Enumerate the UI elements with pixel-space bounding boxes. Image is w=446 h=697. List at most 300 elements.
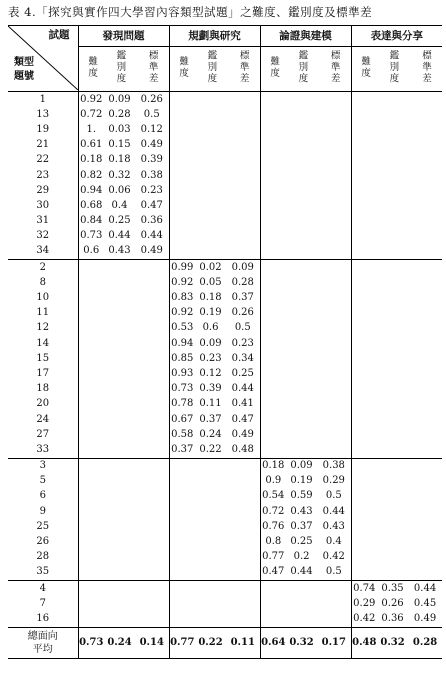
difficulty-cell [351, 412, 377, 427]
stddev-cell [408, 519, 442, 534]
stddev-cell [408, 229, 442, 244]
table-row [8, 214, 442, 229]
stddev-cell [317, 611, 351, 627]
stddev-cell [408, 336, 442, 351]
stddev-cell [226, 168, 260, 183]
discrimination-cell [377, 260, 408, 276]
stddev-cell [408, 474, 442, 489]
stddev-cell [317, 581, 351, 597]
stddev-cell: 0.48 [226, 442, 260, 458]
stddev-cell [317, 153, 351, 168]
table-row [8, 581, 442, 597]
stddev-cell [226, 519, 260, 534]
difficulty-cell [260, 366, 286, 381]
discrimination-cell [195, 153, 226, 168]
difficulty-cell: 0.73 [80, 230, 103, 242]
discrimination-cell: 0.59 [290, 490, 313, 502]
stddev-cell [135, 397, 169, 412]
difficulty-cell [169, 183, 195, 198]
difficulty-cell [351, 168, 377, 183]
item-number: 28 [8, 550, 78, 565]
discrimination-cell [104, 611, 135, 627]
stddev-cell [135, 351, 169, 366]
stddev-cell [408, 260, 442, 276]
difficulty-cell [78, 290, 104, 305]
difficulty-cell [169, 198, 195, 213]
difficulty-cell: 0.92 [169, 275, 195, 290]
difficulty-cell [78, 519, 104, 534]
difficulty-cell: 0.42 [351, 611, 377, 627]
stddev-cell: 0.23 [231, 337, 254, 349]
average-discrimination: 0.32 [286, 627, 317, 658]
discrimination-cell [195, 534, 226, 549]
discrimination-cell: 0.32 [108, 169, 131, 181]
stddev-cell: 0.44 [322, 505, 345, 517]
discrimination-cell: 0.37 [199, 413, 222, 425]
stddev-cell: 0.5 [317, 565, 351, 581]
difficulty-cell [169, 138, 195, 153]
subhead-difficulty: 難度 [78, 47, 104, 92]
stddev-cell [135, 427, 169, 442]
discrimination-cell [195, 229, 226, 244]
difficulty-cell [78, 504, 104, 519]
discrimination-cell: 0.22 [195, 442, 226, 458]
discrimination-cell: 0.09 [290, 460, 313, 472]
discrimination-cell [104, 534, 135, 549]
difficulty-cell [351, 275, 377, 290]
average-stddev: 0.11 [226, 627, 260, 658]
group-header-argue: 論證與建模 [260, 26, 351, 47]
item-number: 13 [8, 107, 78, 122]
stddev-cell: 0.12 [140, 123, 163, 135]
table-row [8, 336, 442, 351]
stddev-cell [135, 321, 169, 336]
discrimination-cell [195, 489, 226, 504]
stddev-cell [408, 565, 442, 581]
discrimination-cell: 0.15 [108, 139, 131, 151]
discrimination-cell: 0.44 [286, 565, 317, 581]
discrimination-cell [377, 290, 408, 305]
stddev-cell [135, 474, 169, 489]
discrimination-cell [377, 382, 408, 397]
discrimination-cell [195, 565, 226, 581]
table-row [8, 565, 442, 581]
difficulty-cell: 0.37 [169, 442, 195, 458]
item-number: 22 [8, 153, 78, 168]
discrimination-cell [104, 336, 135, 351]
table-row [8, 427, 442, 442]
difficulty-cell [260, 290, 286, 305]
stddev-cell [226, 229, 260, 244]
stddev-cell [226, 183, 260, 198]
corner-header [8, 26, 78, 92]
stddev-cell [317, 382, 351, 397]
stddev-cell [317, 183, 351, 198]
difficulty-cell [78, 306, 104, 321]
table-row [8, 153, 442, 168]
difficulty-cell [260, 122, 286, 137]
discrimination-cell [195, 458, 226, 474]
difficulty-cell [169, 550, 195, 565]
difficulty-cell: 0.83 [169, 290, 195, 305]
difficulty-cell [351, 366, 377, 381]
stddev-cell [317, 427, 351, 442]
discrimination-cell [286, 382, 317, 397]
difficulty-cell [78, 275, 104, 290]
table-row [8, 504, 442, 519]
difficulty-cell: 0.72 [80, 108, 103, 120]
discrimination-cell [377, 474, 408, 489]
difficulty-cell: 0.18 [80, 154, 103, 166]
stddev-cell [226, 244, 260, 260]
discrimination-cell [195, 550, 226, 565]
subhead-discrimination: 鑑別度 [286, 47, 317, 92]
stddev-cell [135, 534, 169, 549]
discrimination-cell [104, 504, 135, 519]
average-stddev: 0.28 [408, 627, 442, 658]
stddev-cell [135, 489, 169, 504]
stddev-cell [135, 275, 169, 290]
table-caption: 表 4.「探究與實作四大學習內容類型試題」之難度、鑑別度及標準差 [8, 5, 373, 19]
group-header-discover: 發現問題 [78, 26, 169, 47]
stddev-cell [226, 153, 260, 168]
stddev-cell [226, 138, 260, 153]
difficulty-cell [78, 427, 104, 442]
discrimination-cell [377, 275, 408, 290]
stddev-cell [317, 321, 351, 336]
item-number: 10 [8, 290, 78, 305]
stddev-cell [226, 198, 260, 213]
discrimination-cell [104, 427, 135, 442]
item-number: 4 [8, 581, 78, 597]
difficulty-cell: 0.74 [351, 581, 377, 597]
stddev-cell [408, 275, 442, 290]
difficulty-cell [78, 397, 104, 412]
table-row [8, 366, 442, 381]
difficulty-cell [78, 534, 104, 549]
discrimination-cell [195, 611, 226, 627]
discrimination-cell: 0.02 [199, 261, 222, 273]
discrimination-cell [195, 581, 226, 597]
stddev-cell [226, 565, 260, 581]
stddev-cell [408, 321, 442, 336]
table-row [8, 519, 442, 534]
item-number: 7 [8, 596, 78, 611]
difficulty-cell [351, 397, 377, 412]
discrimination-cell [286, 336, 317, 351]
stddev-cell [408, 153, 442, 168]
stddev-cell [317, 366, 351, 381]
stddev-cell: 0.47 [231, 413, 254, 425]
stddev-cell: 0.26 [231, 307, 254, 319]
stddev-cell [408, 214, 442, 229]
difficulty-cell: 0.99 [169, 260, 195, 276]
discrimination-cell [195, 92, 226, 108]
table-row [8, 168, 442, 183]
stddev-cell: 0.44 [231, 383, 254, 395]
difficulty-cell: 0.8 [260, 534, 286, 549]
discrimination-cell: 0.25 [108, 215, 131, 227]
stddev-cell [317, 412, 351, 427]
average-discrimination: 0.24 [104, 627, 135, 658]
discrimination-cell [286, 122, 317, 137]
item-number: 21 [8, 138, 78, 153]
difficulty-cell [351, 534, 377, 549]
discrimination-cell [377, 519, 408, 534]
item-number: 32 [8, 229, 78, 244]
difficulty-cell [78, 489, 104, 504]
stddev-cell [135, 611, 169, 627]
table-row [8, 611, 442, 627]
table-row [8, 442, 442, 458]
stddev-cell [226, 122, 260, 137]
discrimination-cell [195, 504, 226, 519]
difficulty-cell [260, 229, 286, 244]
discrimination-cell [195, 183, 226, 198]
stddev-cell: 0.41 [231, 398, 254, 410]
difficulty-cell [260, 275, 286, 290]
item-number: 26 [8, 534, 78, 549]
stddev-cell: 0.43 [322, 520, 345, 532]
difficulty-cell: 0.47 [260, 565, 286, 581]
difficulty-cell [169, 519, 195, 534]
stddev-cell [135, 504, 169, 519]
item-number: 2 [8, 260, 78, 276]
discrimination-cell [286, 321, 317, 336]
table-row [8, 534, 442, 549]
stddev-cell [408, 504, 442, 519]
stddev-cell [317, 596, 351, 611]
discrimination-cell: 0.18 [199, 292, 222, 304]
difficulty-cell: 0.72 [260, 504, 286, 519]
average-difficulty: 0.48 [351, 627, 377, 658]
difficulty-cell [260, 397, 286, 412]
discrimination-cell [377, 565, 408, 581]
table-row [8, 244, 442, 260]
difficulty-cell [169, 489, 195, 504]
discrimination-cell [104, 397, 135, 412]
stddev-cell [317, 122, 351, 137]
discrimination-cell [104, 366, 135, 381]
difficulty-cell [260, 260, 286, 276]
table-row [8, 229, 442, 244]
stddev-cell [317, 229, 351, 244]
item-number: 24 [8, 412, 78, 427]
table-row [8, 183, 442, 198]
stddev-cell [408, 306, 442, 321]
stddev-cell [408, 489, 442, 504]
table-row [8, 412, 442, 427]
stddev-cell [317, 442, 351, 458]
difficulty-cell [169, 474, 195, 489]
difficulty-cell: 0.73 [169, 382, 195, 397]
average-label: 總面向 平均 [8, 627, 78, 658]
group-header-express: 表達與分享 [351, 26, 442, 47]
average-row [8, 627, 442, 658]
subhead-stddev: 標準差 [226, 47, 260, 92]
discrimination-cell [104, 321, 135, 336]
discrimination-cell [286, 427, 317, 442]
stddev-cell [408, 412, 442, 427]
difficulty-cell [260, 92, 286, 108]
discrimination-cell [377, 229, 408, 244]
table-row [8, 122, 442, 137]
difficulty-cell [351, 427, 377, 442]
discrimination-cell [286, 260, 317, 276]
item-number: 31 [8, 214, 78, 229]
difficulty-cell [169, 168, 195, 183]
discrimination-cell [377, 214, 408, 229]
difficulty-cell: 0.6 [78, 244, 104, 260]
discrimination-cell [286, 244, 317, 260]
difficulty-cell [169, 581, 195, 597]
subhead-difficulty: 難度 [169, 47, 195, 92]
discrimination-cell [104, 382, 135, 397]
discrimination-cell [195, 138, 226, 153]
difficulty-cell [351, 336, 377, 351]
discrimination-cell [377, 550, 408, 565]
stddev-cell: 0.36 [140, 215, 163, 227]
discrimination-cell [195, 519, 226, 534]
item-number: 30 [8, 198, 78, 213]
stddev-cell: 0.38 [140, 169, 163, 181]
difficulty-cell [351, 92, 377, 108]
difficulty-cell: 0.54 [260, 489, 286, 504]
discrimination-cell [195, 474, 226, 489]
discrimination-cell [104, 474, 135, 489]
discrimination-cell [377, 122, 408, 137]
stddev-cell [408, 244, 442, 260]
discrimination-cell [377, 198, 408, 213]
discrimination-cell [377, 397, 408, 412]
difficulty-cell [78, 366, 104, 381]
difficulty-cell [169, 92, 195, 108]
stddev-cell [317, 397, 351, 412]
discrimination-cell [104, 519, 135, 534]
subhead-stddev: 標準差 [317, 47, 351, 92]
difficulty-cell [169, 534, 195, 549]
stddev-cell [317, 306, 351, 321]
stddev-cell: 0.37 [231, 292, 254, 304]
discrimination-cell [286, 397, 317, 412]
difficulty-cell [260, 336, 286, 351]
stddev-cell: 0.39 [140, 154, 163, 166]
difficulty-cell [169, 565, 195, 581]
difficulty-cell: 0.58 [169, 427, 195, 442]
table-row [8, 306, 442, 321]
discrimination-cell: 0.19 [199, 307, 222, 319]
discrimination-cell [286, 366, 317, 381]
discrimination-cell [195, 107, 226, 122]
difficulty-cell [169, 596, 195, 611]
discrimination-cell [104, 260, 135, 276]
discrimination-cell [195, 168, 226, 183]
difficulty-cell [78, 412, 104, 427]
discrimination-cell [104, 550, 135, 565]
stddev-cell [135, 366, 169, 381]
difficulty-cell [351, 260, 377, 276]
item-number: 1 [8, 92, 78, 108]
difficulty-cell: 0.94 [80, 184, 103, 196]
difficulty-cell [260, 306, 286, 321]
discrimination-cell [377, 366, 408, 381]
table-row [8, 260, 442, 276]
stddev-cell [226, 92, 260, 108]
difficulty-cell [78, 336, 104, 351]
stddev-cell [408, 534, 442, 549]
table-row [8, 321, 442, 336]
table-row [8, 275, 442, 290]
discrimination-cell [286, 412, 317, 427]
item-number: 6 [8, 489, 78, 504]
corner-header-bottom: 類型 題號 [14, 57, 34, 82]
discrimination-cell: 0.26 [381, 597, 404, 609]
stddev-cell [135, 382, 169, 397]
difficulty-cell [351, 458, 377, 474]
stddev-cell [408, 382, 442, 397]
table-row [8, 596, 442, 611]
stddev-cell [408, 351, 442, 366]
discrimination-cell [104, 489, 135, 504]
difficulty-cell [351, 351, 377, 366]
difficulty-cell: 0.18 [260, 458, 286, 474]
discrimination-cell [377, 92, 408, 108]
subhead-discrimination: 鑑別度 [104, 47, 135, 92]
discrimination-cell [104, 581, 135, 597]
discrimination-cell [286, 92, 317, 108]
stddev-cell [226, 611, 260, 627]
discrimination-cell [286, 442, 317, 458]
difficulty-cell [78, 474, 104, 489]
discrimination-cell: 0.11 [199, 398, 222, 410]
table-row [8, 550, 442, 565]
discrimination-cell [104, 290, 135, 305]
item-number: 20 [8, 397, 78, 412]
stddev-cell: 0.44 [140, 230, 163, 242]
item-number: 12 [8, 321, 78, 336]
stddev-cell [135, 458, 169, 474]
difficulty-cell: 0.93 [169, 366, 195, 381]
stddev-cell [226, 458, 260, 474]
difficulty-cell [351, 519, 377, 534]
table-row [8, 138, 442, 153]
difficulty-cell [351, 321, 377, 336]
difficulty-cell [169, 244, 195, 260]
discrimination-cell: 0.43 [290, 505, 313, 517]
difficulty-cell: 0.92 [169, 306, 195, 321]
difficulty-cell [351, 290, 377, 305]
stddev-cell [135, 550, 169, 565]
difficulty-cell [260, 581, 286, 597]
difficulty-cell [351, 183, 377, 198]
discrimination-cell [195, 198, 226, 213]
stddev-cell [135, 442, 169, 458]
difficulty-cell [78, 260, 104, 276]
table-row [8, 489, 442, 504]
stddev-cell: 0.42 [322, 551, 345, 563]
difficulty-cell [260, 351, 286, 366]
item-number: 14 [8, 336, 78, 351]
difficulty-cell [351, 442, 377, 458]
item-number: 35 [8, 565, 78, 581]
stddev-cell [317, 138, 351, 153]
stddev-cell [226, 534, 260, 549]
difficulty-cell [351, 122, 377, 137]
stddev-cell: 0.5 [325, 490, 342, 502]
discrimination-cell [377, 168, 408, 183]
discrimination-cell: 0.2 [293, 551, 310, 563]
item-number: 25 [8, 519, 78, 534]
